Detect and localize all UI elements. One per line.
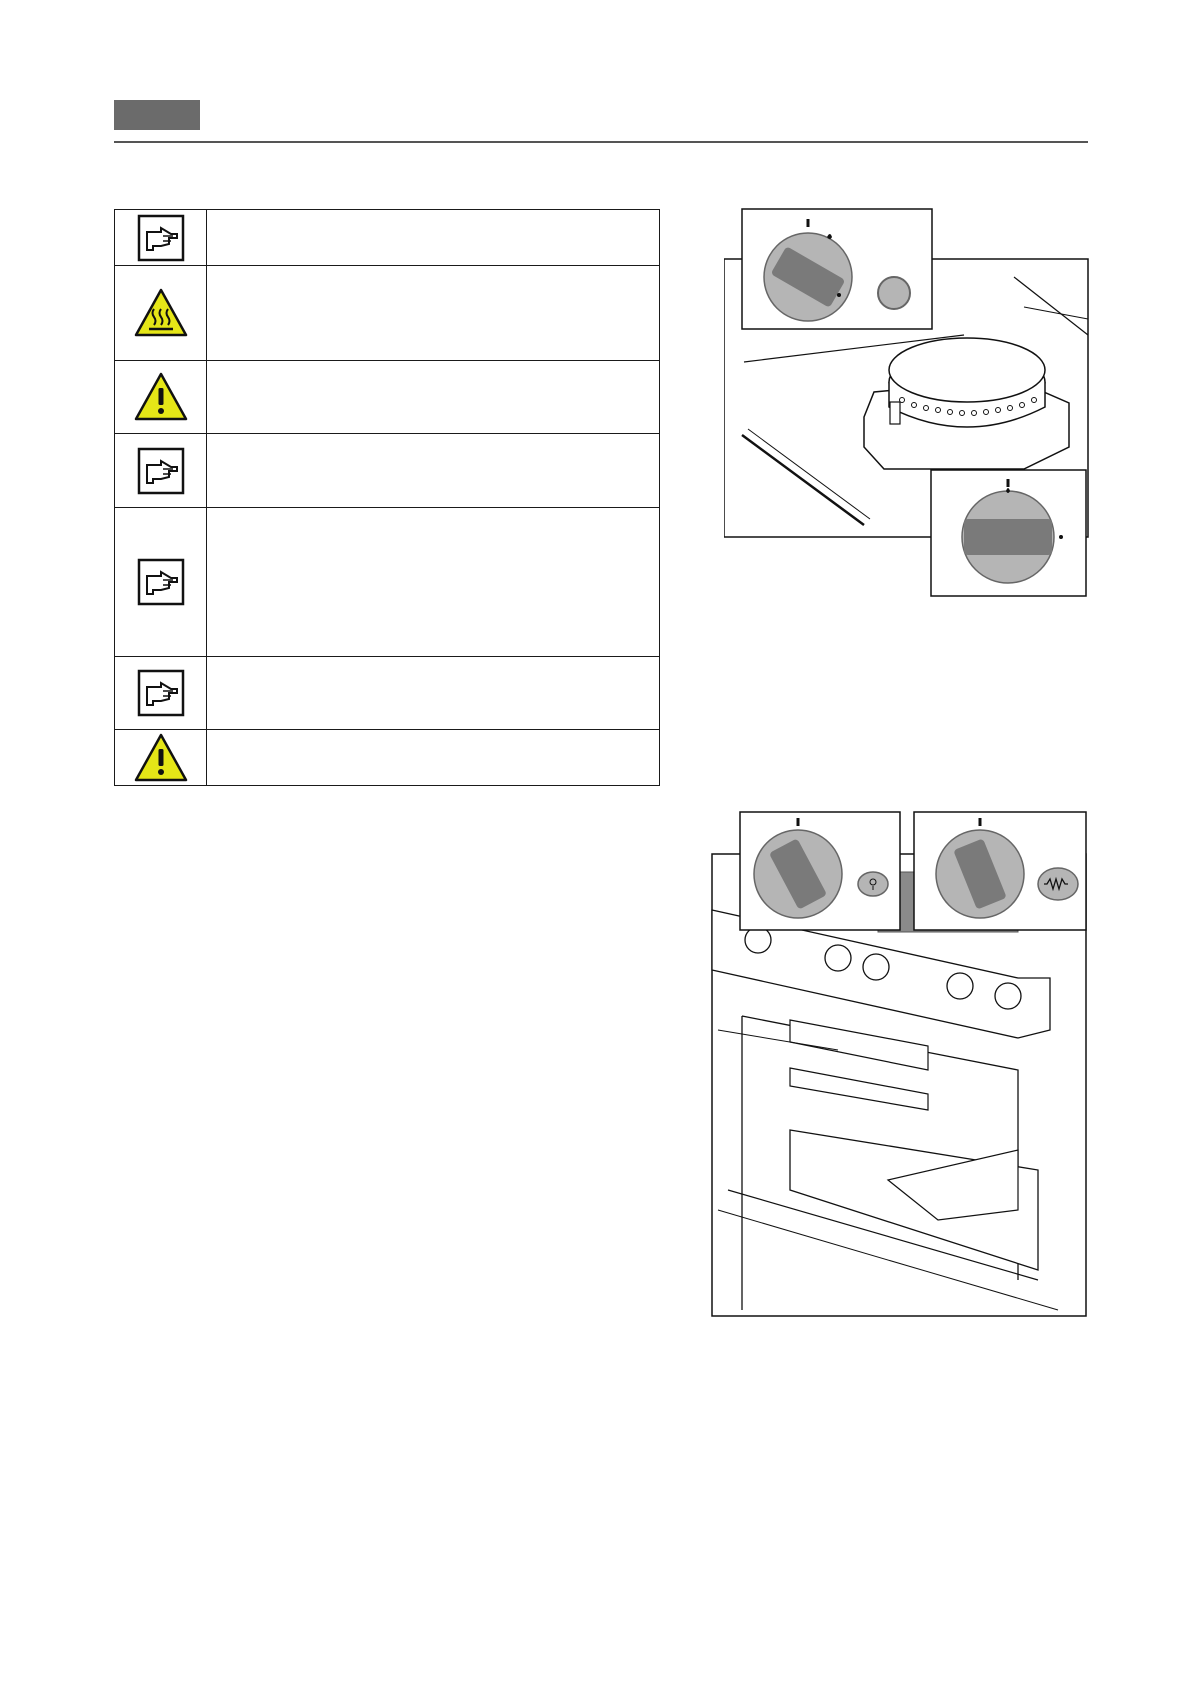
row-text	[207, 730, 660, 786]
oven-illustration	[678, 810, 1088, 1318]
icon-cell	[115, 657, 207, 730]
table-row	[115, 730, 660, 786]
row-text	[207, 361, 660, 434]
pointing-hand-icon	[137, 558, 185, 606]
table-row	[115, 657, 660, 730]
icon-cell	[115, 266, 207, 361]
row-text	[207, 657, 660, 730]
safety-icon-table	[114, 209, 660, 786]
row-text	[207, 266, 660, 361]
exclamation-warning-icon	[133, 371, 189, 423]
table-row	[115, 361, 660, 434]
table-row	[115, 210, 660, 266]
table-row	[115, 508, 660, 657]
header-divider	[114, 141, 1088, 143]
table-row	[115, 266, 660, 361]
icon-cell	[115, 730, 207, 786]
pointing-hand-icon	[137, 669, 185, 717]
row-text	[207, 434, 660, 508]
pointing-hand-icon	[137, 214, 185, 262]
section-header-tab	[114, 100, 200, 130]
row-text	[207, 508, 660, 657]
icon-cell	[115, 361, 207, 434]
pointing-hand-icon	[137, 447, 185, 495]
exclamation-warning-icon	[133, 732, 189, 784]
icon-cell	[115, 434, 207, 508]
icon-cell	[115, 508, 207, 657]
hot-surface-warning-icon	[133, 287, 189, 339]
row-text	[207, 210, 660, 266]
table-row	[115, 434, 660, 508]
gas-burner-illustration	[724, 207, 1090, 599]
icon-cell	[115, 210, 207, 266]
